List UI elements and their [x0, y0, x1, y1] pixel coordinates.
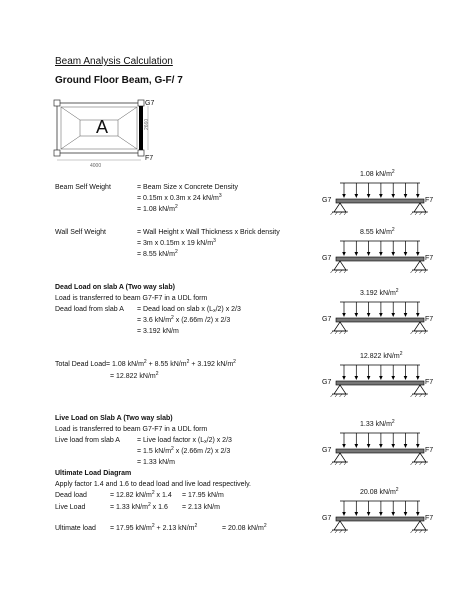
support-hatch	[331, 270, 334, 273]
support-hatch	[331, 530, 334, 533]
load-arrowhead	[367, 194, 371, 198]
left-node-label: G7	[322, 515, 332, 522]
factored-live-load-expr: = 1.33 $kN/m^2$ x 1.6	[110, 502, 168, 511]
load-arrowhead	[391, 376, 395, 380]
right-node-label: F7	[425, 515, 434, 522]
live-load-line1: = Live load factor x $(L_x/2)$ x 2/3	[137, 437, 232, 445]
load-intensity-label: 1.33 $kN/m^2$	[360, 419, 395, 428]
load-arrowhead	[391, 444, 395, 448]
beam-diagram	[318, 419, 438, 471]
load-arrowhead	[391, 512, 395, 516]
load-arrowhead	[342, 194, 346, 198]
support-hatch	[420, 394, 423, 397]
live-load-label: Live load from slab A	[55, 437, 120, 444]
support-hatch	[331, 212, 334, 215]
load-arrowhead	[355, 313, 359, 317]
support-hatch	[424, 212, 427, 215]
load-arrowhead	[416, 444, 420, 448]
support-hatch	[331, 462, 334, 465]
support-hatch	[335, 462, 338, 465]
dead-load-heading: Dead Load on slab A (Two way slab)	[55, 284, 175, 291]
factored-dead-load-result: = 17.95 kN/m	[182, 492, 224, 499]
load-intensity-label: 20.08 $kN/m^2$	[360, 487, 399, 496]
support-hatch	[340, 462, 343, 465]
load-arrowhead	[404, 194, 408, 198]
dead-load-line2: = 3.6 $kN/m^2$ x (2.66m /2) x 2/3	[137, 315, 231, 324]
left-node-label: G7	[322, 255, 332, 262]
support-hatch	[344, 530, 347, 533]
node-label-f7: F7	[145, 155, 154, 162]
support-hatch	[424, 394, 427, 397]
factored-live-load-label: Live Load	[55, 504, 86, 511]
load-arrowhead	[379, 376, 383, 380]
dimension-depth: 2660	[144, 118, 150, 130]
load-arrowhead	[404, 376, 408, 380]
load-arrowhead	[391, 194, 395, 198]
beam-diagram	[318, 288, 438, 340]
load-arrowhead	[355, 376, 359, 380]
dimension-width: 4000	[90, 163, 102, 169]
support-hatch	[331, 331, 334, 334]
pin-support-icon	[334, 521, 346, 530]
left-node-label: G7	[322, 316, 332, 323]
dead-load-line1: = Dead load on slab x $(L_x/2)$ x 2/3	[137, 306, 241, 314]
node-label-g7: G7	[145, 100, 155, 107]
page-subtitle: Ground Floor Beam, G-F/ 7	[55, 75, 183, 86]
pin-support-icon	[334, 261, 346, 270]
load-arrowhead	[355, 512, 359, 516]
load-arrowhead	[416, 376, 420, 380]
live-load-heading: Live Load on Slab A (Two way slab)	[55, 415, 173, 422]
right-node-label: F7	[425, 197, 434, 204]
beam-diagram	[318, 169, 438, 221]
dead-load-result: = 3.192 kN/m	[137, 328, 179, 335]
load-intensity-label: 1.08 $kN/m^2$	[360, 169, 395, 178]
support-hatch	[415, 462, 418, 465]
pin-support-icon	[334, 322, 346, 331]
support-hatch	[340, 530, 343, 533]
support-hatch	[411, 530, 414, 533]
support-hatch	[344, 394, 347, 397]
support-hatch	[335, 530, 338, 533]
ultimate-load-expr: = 17.95 $kN/m^2 + 2.13$ $kN/m^2$	[110, 523, 198, 532]
support-hatch	[335, 394, 338, 397]
load-arrowhead	[355, 252, 359, 256]
ultimate-load-result: = 20.08 $kN/m^2$	[222, 523, 267, 532]
load-intensity-label: 12.822 $kN/m^2$	[360, 351, 403, 360]
support-hatch	[335, 331, 338, 334]
support-hatch	[420, 530, 423, 533]
beam-member	[336, 318, 424, 322]
total-dead-load-result: = 12.822 $kN/m^2$	[110, 371, 159, 380]
beam-member	[336, 449, 424, 453]
support-hatch	[415, 394, 418, 397]
left-node-label: G7	[322, 447, 332, 454]
beam-self-weight-result: = 1.08 $kN/m^2$	[137, 204, 178, 213]
ultimate-load-heading: Ultimate Load Diagram	[55, 470, 132, 477]
beam-diagram	[318, 227, 438, 279]
load-arrowhead	[342, 512, 346, 516]
right-node-label: F7	[425, 316, 434, 323]
load-arrowhead	[404, 252, 408, 256]
right-node-label: F7	[425, 447, 434, 454]
support-hatch	[420, 270, 423, 273]
load-arrowhead	[379, 444, 383, 448]
load-arrowhead	[355, 194, 359, 198]
right-node-label: F7	[425, 379, 434, 386]
total-dead-load-line1: Total Dead Load= 1.08 $kN/m^2 + 8.55$ $kN/m^2 + 3.192$ $kN/m^2$	[55, 359, 236, 368]
dead-load-intro: Load is transferred to beam G7-F7 in a UDL form	[55, 295, 208, 302]
support-hatch	[424, 331, 427, 334]
wall-self-weight-line2: = 3m x 0.15m x 19 $kN/m^3$	[137, 238, 216, 247]
load-arrowhead	[404, 512, 408, 516]
slab-label: A	[96, 117, 109, 137]
support-hatch	[340, 331, 343, 334]
support-hatch	[340, 212, 343, 215]
beam-self-weight-label: Beam Self Weight	[55, 184, 111, 191]
support-hatch	[335, 212, 338, 215]
load-arrowhead	[367, 512, 371, 516]
support-hatch	[420, 462, 423, 465]
support-hatch	[344, 331, 347, 334]
support-hatch	[415, 212, 418, 215]
load-arrowhead	[416, 512, 420, 516]
live-load-line2: = 1.5 $kN/m^2$ x (2.66m /2) x 2/3	[137, 446, 231, 455]
load-arrowhead	[404, 313, 408, 317]
load-arrowhead	[342, 376, 346, 380]
load-arrowhead	[391, 252, 395, 256]
support-hatch	[340, 394, 343, 397]
load-arrowhead	[416, 252, 420, 256]
beam-diagram	[318, 487, 438, 539]
load-arrowhead	[367, 252, 371, 256]
load-arrowhead	[391, 313, 395, 317]
wall-self-weight-line1: = Wall Height x Wall Thickness x Brick density	[137, 229, 280, 236]
load-arrowhead	[379, 512, 383, 516]
wall-self-weight-label: Wall Self Weight	[55, 229, 106, 236]
support-hatch	[411, 394, 414, 397]
beam-self-weight-line2: = 0.15m x 0.3m x 24 $kN/m^3$	[137, 193, 222, 202]
load-arrowhead	[367, 313, 371, 317]
load-arrowhead	[355, 444, 359, 448]
support-hatch	[424, 270, 427, 273]
left-node-label: G7	[322, 197, 332, 204]
support-hatch	[420, 331, 423, 334]
load-arrowhead	[416, 313, 420, 317]
live-load-result: = 1.33 kN/m	[137, 459, 175, 466]
support-hatch	[415, 331, 418, 334]
factored-dead-load-expr: = 12.82 $kN/m^2$ x 1.4	[110, 490, 172, 499]
pin-support-icon	[334, 453, 346, 462]
support-hatch	[411, 462, 414, 465]
support-hatch	[415, 270, 418, 273]
support-hatch	[331, 394, 334, 397]
load-arrowhead	[367, 444, 371, 448]
support-hatch	[344, 270, 347, 273]
load-intensity-label: 8.55 $kN/m^2$	[360, 227, 395, 236]
page-title: Beam Analysis Calculation	[55, 56, 173, 67]
support-hatch	[411, 270, 414, 273]
support-hatch	[344, 462, 347, 465]
support-hatch	[424, 530, 427, 533]
left-node-label: G7	[322, 379, 332, 386]
load-arrowhead	[379, 194, 383, 198]
support-hatch	[415, 530, 418, 533]
load-arrowhead	[342, 444, 346, 448]
beam-self-weight-line1: = Beam Size x Concrete Density	[137, 184, 238, 191]
ultimate-load-intro: Apply factor 1.4 and 1.6 to dead load and live load respectively.	[55, 481, 251, 488]
load-arrowhead	[416, 194, 420, 198]
factored-dead-load-label: Dead load	[55, 492, 87, 499]
right-node-label: F7	[425, 255, 434, 262]
wall-self-weight-result: = 8.55 $kN/m^2$	[137, 249, 178, 258]
beam-member	[336, 257, 424, 261]
load-arrowhead	[367, 376, 371, 380]
load-arrowhead	[379, 313, 383, 317]
live-load-intro: Load is transferred to beam G7-F7 in a UDL form	[55, 426, 208, 433]
dead-load-label: Dead load from slab A	[55, 306, 124, 313]
factored-live-load-result: = 2.13 kN/m	[182, 504, 220, 511]
support-hatch	[424, 462, 427, 465]
support-hatch	[411, 331, 414, 334]
support-hatch	[411, 212, 414, 215]
load-arrowhead	[379, 252, 383, 256]
beam-diagram	[318, 351, 438, 403]
beam-member	[336, 381, 424, 385]
support-hatch	[420, 212, 423, 215]
load-arrowhead	[404, 444, 408, 448]
ultimate-load-label: Ultimate load	[55, 525, 96, 532]
pin-support-icon	[334, 203, 346, 212]
load-arrowhead	[342, 313, 346, 317]
support-hatch	[335, 270, 338, 273]
pin-support-icon	[334, 385, 346, 394]
load-intensity-label: 3.192 $kN/m^2$	[360, 288, 399, 297]
support-hatch	[340, 270, 343, 273]
beam-member	[336, 517, 424, 521]
beam-member	[336, 199, 424, 203]
support-hatch	[344, 212, 347, 215]
load-arrowhead	[342, 252, 346, 256]
